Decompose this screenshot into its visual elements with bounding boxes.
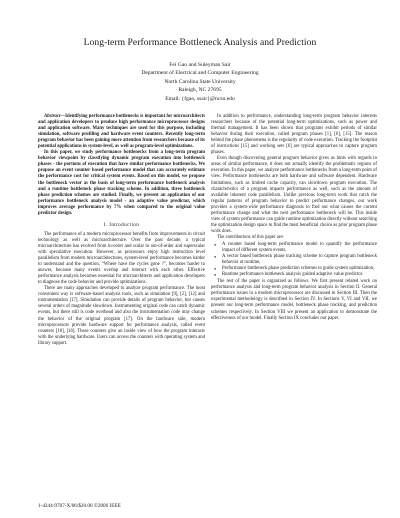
contribution-item: ● Performance bottleneck phase prediction schemes to guide system optimization, [220,266,377,272]
intro-paragraph-4: Even though discovering general program behavior gives us hints with regards to areas of similar performance, it does not actually identify the problematic regions of execution. In this paper, we analyze performance bottlenecks from a long-term point of view. Performance bottlenecks are both hardware and software dependent. Hardware limitations, such as limited cache capacity, can slowdown program execution. The characteristics of a program impacts performance as well, such as the amount of available inherent code parallelism. Unlike previous long-term work that catch the regular patterns of program behavior to predict performance changes, our work provides a system-wide performance diagnosis to find out what causes the current performance change and what the next performance bottleneck will be. This inside view of system performance can guide runtime optimization directly without searching the optimization design space to find the most beneficial choice as prior program phase work does. [211,156,377,234]
affiliation-city: Raleigh, NC 27695 [178,87,222,94]
abstract-paragraph-2: In this paper, we study performance bottlenecks from a long-term program behavior viewpoint by classifying dynamic program execution into bottleneck phases - the portions of execution that have similar performance bottlenecks. We propose an event counter based performance model that can accurately estimate the performance cost for critical system events. Based on this model, we propose the bottleneck vector as the basis of long-term performance bottleneck analysis and a runtime bottleneck phase tracking scheme. In addition, three bottleneck phase prediction schemes are studied. Finally, we present an application of our performance bottleneck analysis model - an adaptive value predictor, which improves average performance by 7% when compared to the original value predictor design. [38,150,205,216]
author-block [0,61,400,103]
intro-paragraph-6: The rest of the paper is organized as follows. We first present related work on performance analysis and long-term program behavior analysis in Section II. General performance issues in a modern microprocessor are discussed in Section III. Then the experimental methodology is described in Section IV. In Sections V, VI and VII, we present our long-term performance model, bottleneck phase tracking, and prediction schemes respectively. In Section VIII we present an application to demonstrate the effectiveness of our model. Finally Section IX concludes our paper. [211,279,377,321]
contribution-item: ● A vector based bottleneck phase tracking scheme to capture program bottleneck behavior at runtime, [220,254,377,266]
left-column [38,114,205,347]
contributions-list [211,242,377,278]
abstract-paragraph-1: Abstract—Identifying performance bottlenecks is important for microarchitects and application developers to produce high performance microprocessor designs and application software. Many techniques are used for this purpose, including simulation, software profiling and hardware event counters. Recently long-term program behavior has been gaining more attention from researchers because of its potential applications in system-level, as well as program-level optimizations. [38,114,205,150]
intro-paragraph-3: In addition to performance, understanding long-term program behavior interests researchers because of the potential long-term optimizations, such as power and thermal management. It has been shown that programs exhibit periods of similar behavior during their execution, called program phases [1], [6], [15]. The reason behind the phase phenomena is the regularity of code execution. Tracking the footprint of instructions [15] and working sets [6] are typical approaches to capture program phases. [211,114,377,156]
paper-title: Long-term Performance Bottleneck Analysis and Prediction [83,37,317,48]
affiliation-department: Department of Electrical and Computer Engineering [141,70,259,77]
affiliation-university: North Carolina State University [164,78,236,85]
intro-paragraph-2: There are many approaches developed to analyze program performance. The most convenient way is software-based analysis tools, such as simulation [9], [2], [12] and instrumentation [17]. Simulation can provide details of program behavior, but causes several orders of magnitude slowdown. Instrumenting original code can catch dynamic events, but there still is code overhead and also the instrumentation code may change the behavior of the original program [17]. On the hardware side, modern microprocessors provide hardware support for performance analysis, called event counters [18], [16]. These counters give an inside view of how the program interacts with the underlying hardware. Users can access the counters with operating system and library support. [38,286,205,346]
intro-paragraph-1: The performance of a modern microprocessor benefits from improvements in circuit technology as well as microarchitecture. Over the past decade, a typical microarchitecture has evolved from in-order and scalar to out-of-order and superscalar with speculative execution. However, as processors enjoy high instruction level parallelism from modern microarchitectures, system-level performance becomes harder to understand and the question, “Where have the cycles gone ?”, becomes harder to answer, because many events overlap and interact with each other. Effective performance analysis becomes essential for microarchitects and application developers to diagnose the code behavior and provide optimizations. [38,231,205,286]
abstract [38,114,205,217]
copyright-footer: 1-4244-9707-X/06/$20.00 ©2006 IEEE [38,503,121,509]
contributions-intro: The contributions of this paper are: [217,234,284,240]
author-names: Fei Gao and Suleyman Sair [169,62,231,68]
author-email: Email: {fgao, ssair}@ncsu.edu [165,95,235,102]
contribution-item: ● A counter based long-term performance model to quantify the performance impact of different system events, [220,242,377,254]
section-heading-introduction: I. Introduction [103,221,140,228]
abstract-label: Abstract [44,114,61,119]
contribution-item: ● Runtime performance bottleneck analysis guided adaptive value predictor. [220,272,377,278]
right-column [211,114,377,322]
